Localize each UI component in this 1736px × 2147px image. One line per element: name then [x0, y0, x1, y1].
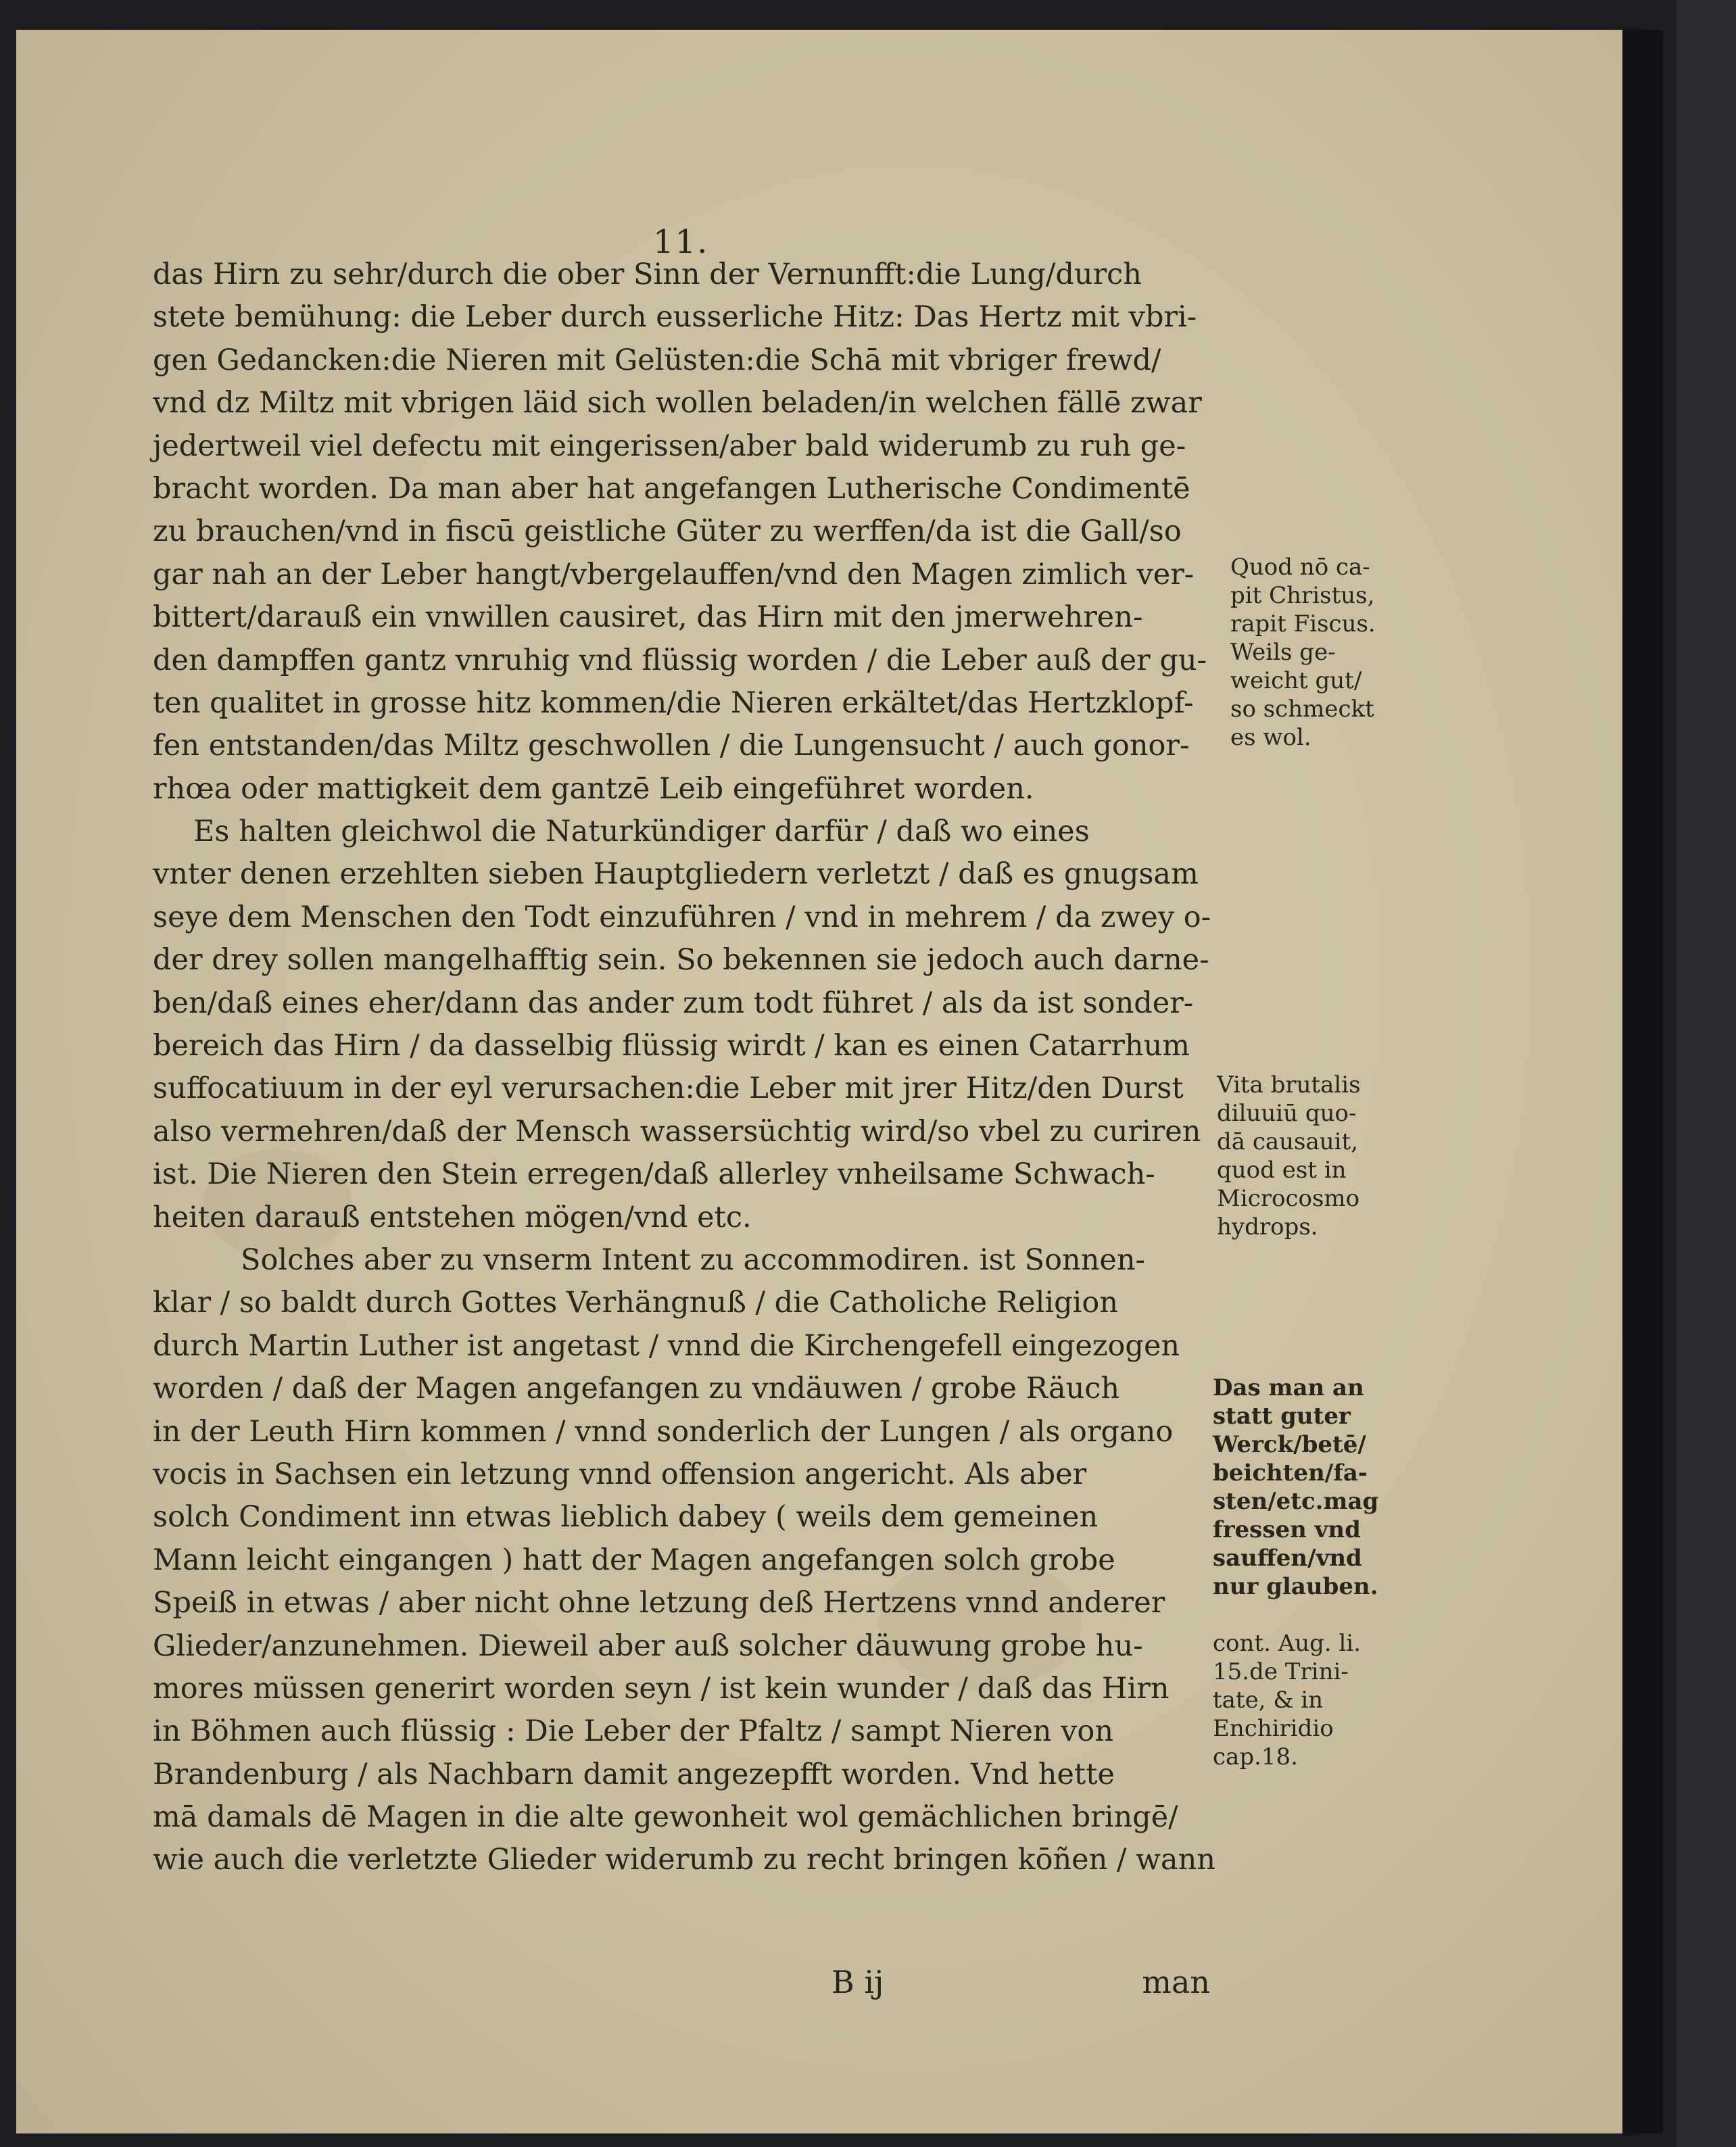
- text-line: also vermehren/daß der Mensch wassersüchtig wird/so vbel zu curiren: [153, 1114, 1201, 1149]
- text-line: mores müssen generirt worden seyn / ist kein wunder / daß das Hirn: [153, 1671, 1170, 1706]
- text-line: Speiß in etwas / aber nicht ohne letzung deß Hertzens vnnd anderer: [153, 1586, 1165, 1620]
- text-line: solch Condiment inn etwas lieblich dabey ( weils dem gemeinen: [153, 1500, 1099, 1535]
- margin-note: cont. Aug. li. 15.de Trini- tate, & in Enchiridio cap.18.: [1213, 1630, 1361, 1770]
- text-line: wie auch die verletzte Glieder widerumb zu recht bringen kōñen / wann: [153, 1843, 1215, 1877]
- text-line: vocis in Sachsen ein letzung vnnd offension angericht. Als aber: [153, 1457, 1087, 1491]
- text-line: der drey sollen mangelhafftig sein. So bekennen sie jedoch auch darne-: [153, 943, 1209, 978]
- text-line: heiten darauß entstehen mögen/vnd etc.: [153, 1200, 752, 1234]
- text-line: bereich das Hirn / da dasselbig flüssig wirdt / kan es einen Catarrhum: [153, 1029, 1190, 1063]
- text-line: Solches aber zu vnserm Intent zu accommodiren. ist Sonnen-: [241, 1243, 1146, 1277]
- margin-note: Das man an statt guter Werck/betē/ beichten/fa- sten/etc.mag fressen vnd sauffen/vnd nur glauben.: [1213, 1374, 1379, 1600]
- page-shadow-edge: [1622, 30, 1663, 2133]
- text-line: Glieder/anzunehmen. Dieweil aber auß solcher däuwung grobe hu-: [153, 1629, 1143, 1663]
- text-line: mā damals dē Magen in die alte gewonheit wol gemächlichen bringē/: [153, 1800, 1178, 1835]
- catchline: [831, 1964, 1210, 2000]
- text-line: bracht worden. Da man aber hat angefangen Lutherische Condimentē: [153, 471, 1190, 506]
- text-line: ben/daß eines eher/dann das ander zum todt führet / als da ist sonder-: [153, 986, 1194, 1020]
- text-line: ten qualitet in grosse hitz kommen/die Nieren erkältet/das Hertzklopf-: [153, 685, 1194, 720]
- text-line: zu brauchen/vnd in fiscū geistliche Güter zu werffen/da ist die Gall/so: [153, 514, 1182, 549]
- text-line: in Böhmen auch flüssig : Die Leber der Pfaltz / sampt Nieren von: [153, 1714, 1114, 1749]
- text-line: stete bemühung: die Leber durch eusserliche Hitz: Das Hertz mit vbri-: [153, 300, 1197, 335]
- catchword: man: [1142, 1964, 1210, 2000]
- text-line: bittert/darauß ein vnwillen causiret, das Hirn mit den jmerwehren-: [153, 600, 1143, 635]
- text-line: gen Gedancken:die Nieren mit Gelüsten:die Schā mit vbriger frewd/: [153, 343, 1161, 377]
- text-line: suffocatiuum in der eyl verursachen:die Leber mit jrer Hitz/den Durst: [153, 1071, 1184, 1106]
- text-line: klar / so baldt durch Gottes Verhängnuß / die Catholiche Religion: [153, 1286, 1119, 1320]
- text-line: seye dem Menschen den Todt einzuführen / vnd in mehrem / da zwey o-: [153, 900, 1211, 934]
- margin-note: Quod nō ca- pit Christus, rapit Fiscus. Weils ge- weicht gut/ so schmeckt es wol.: [1230, 554, 1376, 751]
- text-line: Es halten gleichwol die Naturkündiger darfür / daß wo eines: [193, 815, 1090, 849]
- text-line: jedertweil viel defectu mit eingerissen/aber bald widerumb zu ruh ge-: [153, 429, 1186, 463]
- text-line: das Hirn zu sehr/durch die ober Sinn der Vernunfft:die Lung/durch: [153, 258, 1142, 291]
- page-number: 11.: [653, 223, 709, 261]
- text-line: in der Leuth Hirn kommen / vnnd sonderlich der Lungen / als organo: [153, 1414, 1174, 1449]
- margin-note: Vita brutalis diluuiū quo- dā causauit, quod est in Microcosmo hydrops.: [1217, 1071, 1361, 1240]
- text-line: vnd dz Miltz mit vbrigen läid sich wollen beladen/in welchen fällē zwar: [153, 386, 1202, 420]
- text-line: den dampffen gantz vnruhig vnd flüssig worden / die Leber auß der gu-: [153, 643, 1207, 677]
- text-line: vnter denen erzehlten sieben Hauptgliedern verletzt / daß es gnugsam: [153, 857, 1199, 892]
- signature-mark: B ij: [831, 1964, 884, 2000]
- text-line: worden / daß der Magen angefangen zu vndäuwen / grobe Räuch: [153, 1372, 1120, 1406]
- text-line: Brandenburg / als Nachbarn damit angezepfft worden. Vnd hette: [153, 1757, 1115, 1791]
- text-line: fen entstanden/das Miltz geschwollen / die Lungensucht / auch gonor-: [153, 729, 1190, 763]
- text-line: rhœa oder mattigkeit dem gantzē Leib eingeführet worden.: [153, 771, 1034, 806]
- text-line: gar nah an der Leber hangt/vbergelauffen/vnd den Magen zimlich ver-: [153, 557, 1195, 592]
- text-line: ist. Die Nieren den Stein erregen/daß allerley vnheilsame Schwach-: [153, 1157, 1155, 1192]
- main-text-block: [153, 254, 1215, 1882]
- text-line: durch Martin Luther ist angetast / vnnd die Kirchengefell eingezogen: [153, 1328, 1180, 1363]
- text-line: Mann leicht eingangen ) hatt der Magen angefangen solch grobe: [153, 1543, 1115, 1577]
